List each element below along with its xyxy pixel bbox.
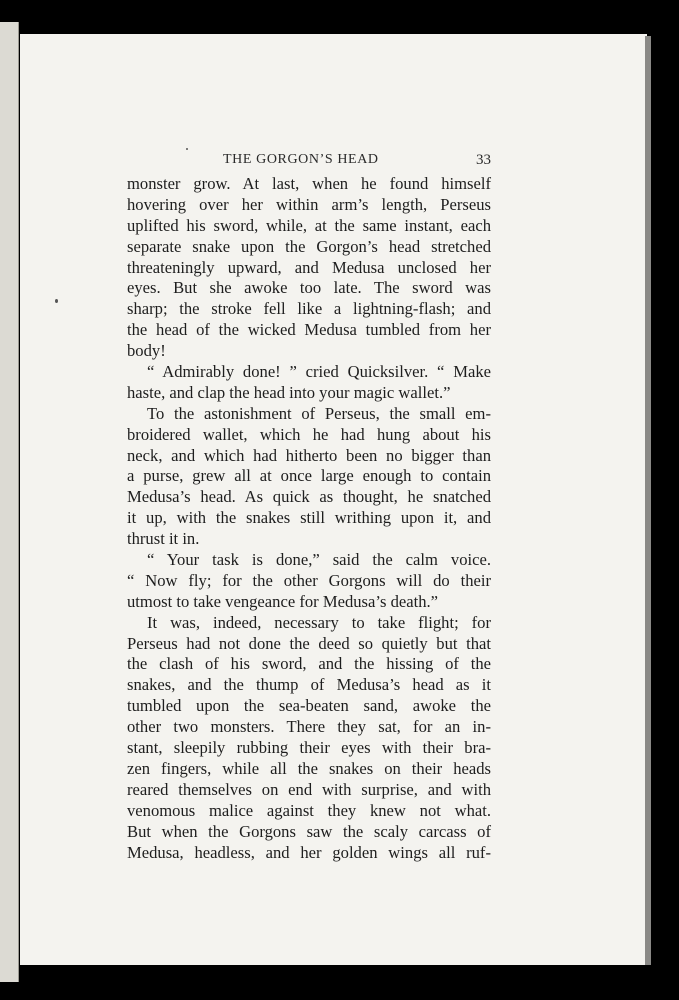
text-line: eyes. But she awoke too late. The sword was bbox=[127, 278, 491, 298]
text-line: To the astonishment of Perseus, the small em- bbox=[147, 403, 491, 423]
text-line: the clash of his sword, and the hissing of the bbox=[127, 654, 491, 674]
text-line: Medusa, headless, and her golden wings all ruf- bbox=[127, 842, 491, 862]
body-text bbox=[127, 174, 491, 863]
text-line: venomous malice against they knew not what. bbox=[127, 800, 491, 820]
text-line: a purse, grew all at once large enough to contain bbox=[127, 466, 491, 486]
text-line: it up, with the snakes still writhing upon it, and bbox=[127, 508, 491, 528]
text-line: It was, indeed, necessary to take flight; for bbox=[147, 612, 491, 632]
facing-page-edge bbox=[0, 22, 19, 982]
page-number: 33 bbox=[476, 152, 491, 168]
text-line: haste, and clap the head into your magic wallet.” bbox=[127, 382, 451, 402]
text-line: the head of the wicked Medusa tumbled from her bbox=[127, 320, 491, 340]
text-line: But when the Gorgons saw the scaly carcass of bbox=[127, 821, 491, 841]
text-line: body! bbox=[127, 341, 166, 361]
text-line: broidered wallet, which he had hung about his bbox=[127, 424, 491, 444]
text-line: threateningly upward, and Medusa unclosed her bbox=[127, 257, 491, 277]
text-line: other two monsters. There they sat, for an in- bbox=[127, 717, 491, 737]
paper-speck bbox=[55, 299, 58, 303]
text-line: reared themselves on end with surprise, and with bbox=[127, 779, 491, 799]
text-line: Perseus had not done the deed so quietly but that bbox=[127, 633, 491, 653]
text-line: Medusa’s head. As quick as thought, he snatched bbox=[127, 487, 491, 507]
text-line: zen fingers, while all the snakes on their heads bbox=[127, 758, 491, 778]
running-head: THE GORGON’S HEAD bbox=[223, 152, 379, 167]
text-line: neck, and which had hitherto been no bigger than bbox=[127, 445, 491, 465]
text-line: uplifted his sword, while, at the same instant, each bbox=[127, 215, 491, 235]
text-line: thrust it in. bbox=[127, 529, 200, 549]
text-line: tumbled upon the sea-beaten sand, awoke the bbox=[127, 696, 491, 716]
text-line: sharp; the stroke fell like a lightning-flash; and bbox=[127, 299, 491, 319]
text-line: utmost to take vengeance for Medusa’s death.” bbox=[127, 591, 439, 611]
paper-speck bbox=[186, 148, 188, 150]
text-line: snakes, and the thump of Medusa’s head as it bbox=[127, 675, 491, 695]
text-line: “ Your task is done,” said the calm voice. bbox=[147, 550, 491, 570]
text-line: stant, sleepily rubbing their eyes with their bra- bbox=[127, 738, 491, 758]
text-line: hovering over her within arm’s length, Perseus bbox=[127, 194, 491, 214]
text-line: “ Admirably done! ” cried Quicksilver. “ Make bbox=[147, 362, 491, 382]
text-line: monster grow. At last, when he found himself bbox=[127, 174, 491, 193]
text-line: separate snake upon the Gorgon’s head stretched bbox=[127, 236, 491, 256]
text-line: “ Now fly; for the other Gorgons will do their bbox=[127, 570, 491, 590]
page-edge-shadow bbox=[645, 36, 651, 965]
